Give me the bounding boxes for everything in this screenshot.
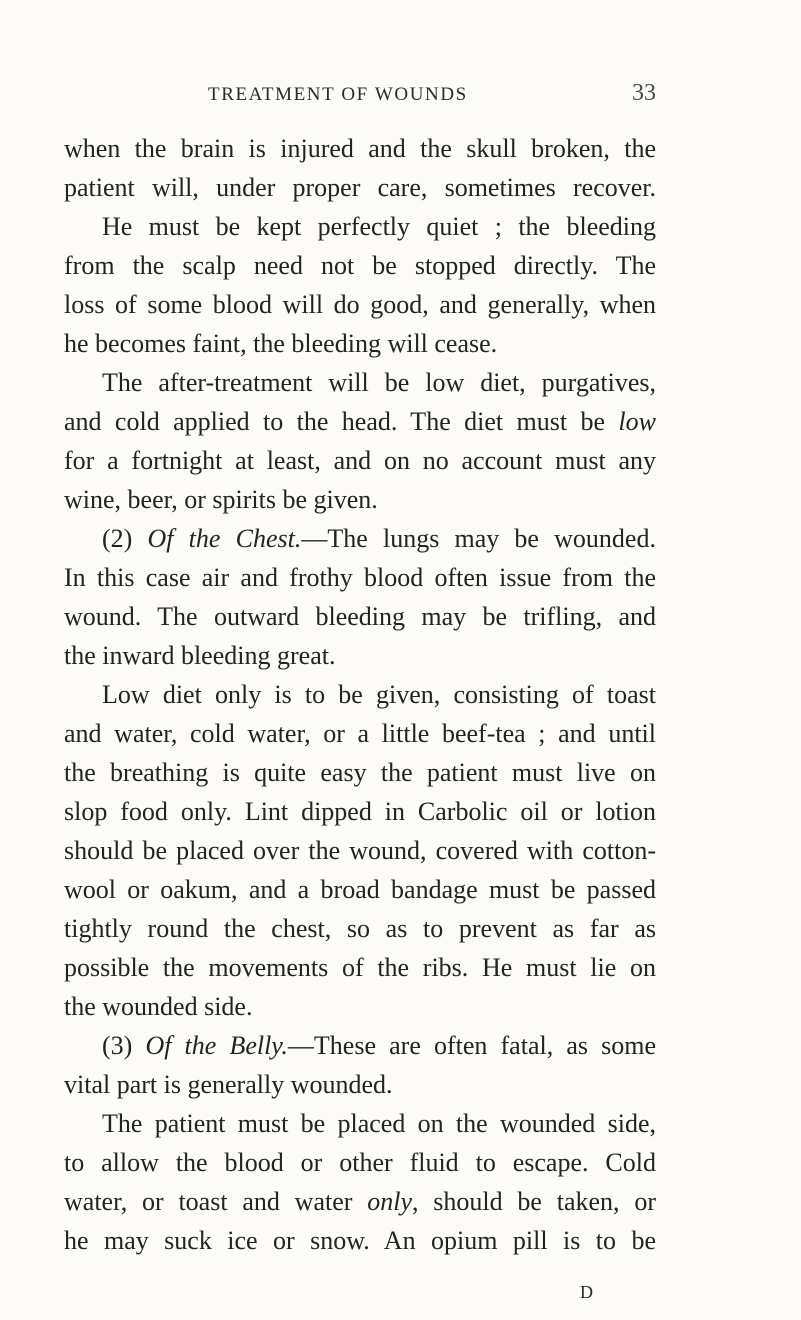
text-line: The patient must be placed on the wounded side, [102, 1109, 656, 1138]
text-line: (3) Of the Belly.—These are often fatal, as some [102, 1031, 656, 1060]
text-line: possible the movements of the ribs. He must lie on [64, 953, 656, 982]
running-head: TREATMENT OF WOUNDS [208, 84, 468, 105]
text-line: the wounded side. [64, 992, 253, 1021]
text-line: Low diet only is to be given, consisting of toast [102, 680, 656, 709]
text-line: he becomes faint, the bleeding will cease. [64, 329, 498, 358]
text-line: patient will, under proper care, sometimes recover. [64, 173, 656, 202]
text-line: wool or oakum, and a broad bandage must be passed [64, 875, 656, 904]
text-line: to allow the blood or other fluid to escape. Cold [64, 1148, 656, 1177]
text-line: loss of some blood will do good, and generally, when [64, 290, 656, 319]
signature-mark: D [580, 1282, 593, 1302]
text-line: should be placed over the wound, covered with cotton- [64, 836, 656, 865]
text-line: tightly round the chest, so as to prevent as far as [64, 914, 656, 943]
text-line: vital part is generally wounded. [64, 1070, 393, 1099]
text-line: for a fortnight at least, and on no account must any [64, 446, 656, 475]
text-line: (2) Of the Chest.—The lungs may be wounded. [102, 524, 656, 553]
text-line: and water, cold water, or a little beef-tea ; and until [64, 719, 656, 748]
text-line: The after-treatment will be low diet, purgatives, [102, 368, 656, 397]
text-line: he may suck ice or snow. An opium pill is to be [64, 1226, 656, 1255]
text-line: the breathing is quite easy the patient must live on [64, 758, 656, 787]
text-line: wine, beer, or spirits be given. [64, 485, 378, 514]
text-line: slop food only. Lint dipped in Carbolic oil or lotion [64, 797, 656, 826]
text-line: In this case air and frothy blood often issue from the [64, 563, 656, 592]
text-line: the inward bleeding great. [64, 641, 336, 670]
text-line: wound. The outward bleeding may be trifling, and [64, 602, 656, 631]
text-line: when the brain is injured and the skull broken, the [64, 134, 656, 163]
text-line: water, or toast and water only, should be taken, or [64, 1187, 657, 1216]
text-line: and cold applied to the head. The diet must be low [64, 407, 656, 436]
text-line: He must be kept perfectly quiet ; the bleeding [102, 212, 656, 241]
text-line: from the scalp need not be stopped directly. The [64, 251, 656, 280]
page-number: 33 [632, 80, 656, 106]
page-header [0, 80, 801, 114]
